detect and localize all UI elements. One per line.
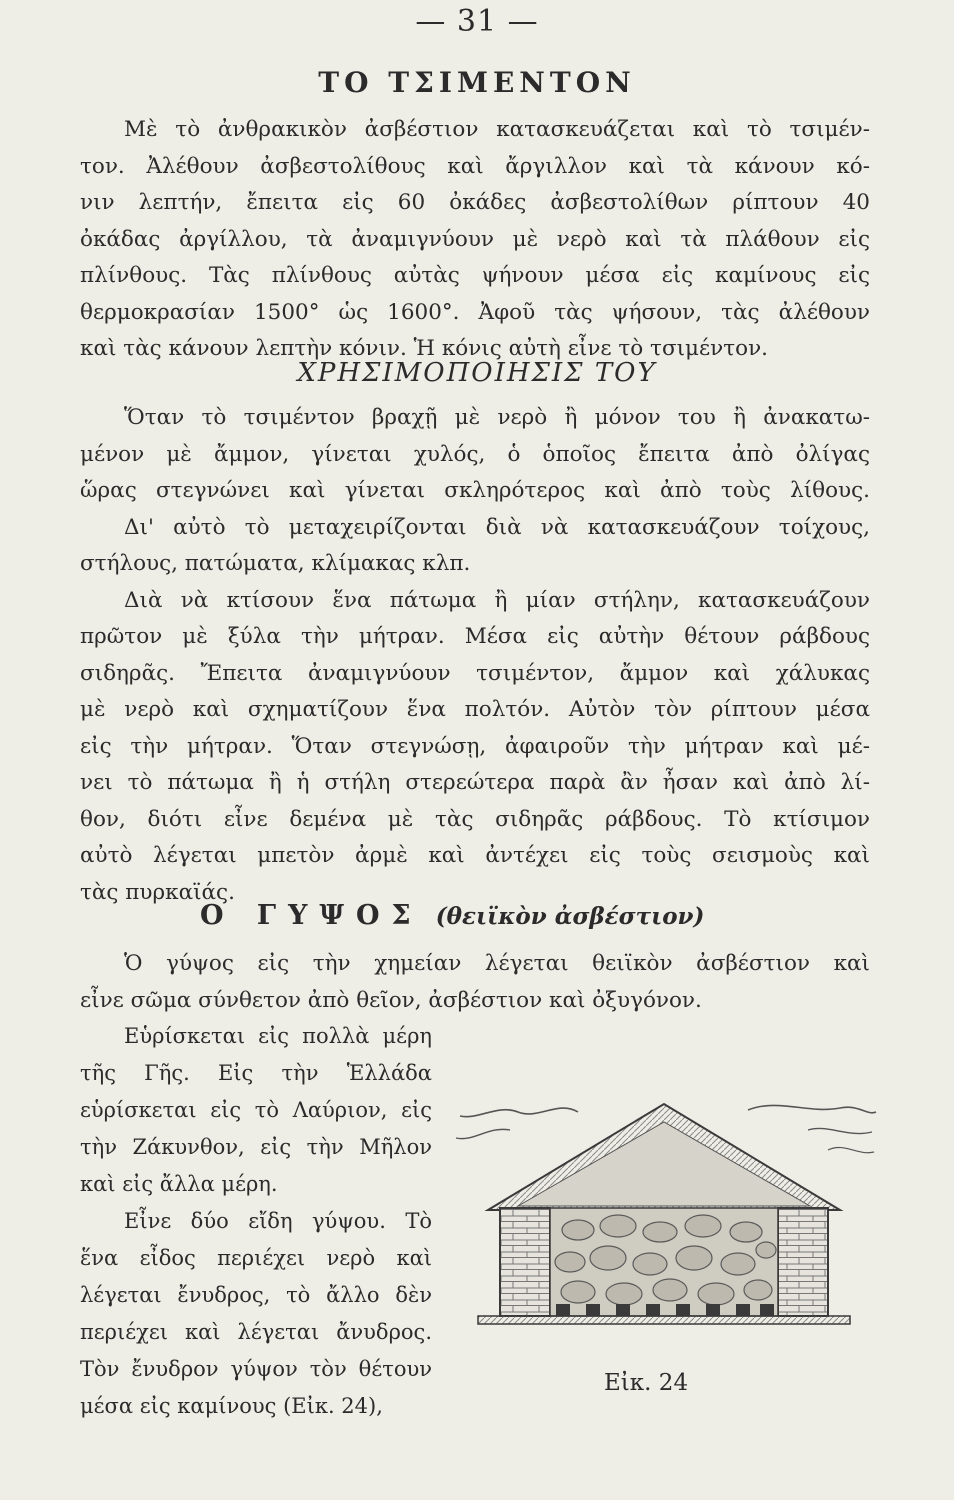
text-line: μὲ νερὸ καὶ σχηματίζουν ἕνα πολτόν. Αὐτὸν τὸν ρίπτουν μέσα	[80, 697, 870, 722]
figure-caption: Εἰκ. 24	[604, 1370, 689, 1396]
kiln-illustration	[448, 1090, 880, 1340]
cement-usage-paragraphs	[80, 400, 870, 911]
text-line: Ὅταν τὸ τσιμέντον βραχῇ μὲ νερὸ ἢ μόνον του ἢ ἀνακατω-	[124, 405, 870, 430]
text-line: σιδηρᾶς. Ἔπειτα ἀναμιγνύουν τσιμέντον, ἄμμον καὶ χάλυκας	[80, 660, 870, 686]
section-subtitle-gypsum: (θειϊκὸν ἀσβέστιον)	[435, 903, 705, 930]
text-line: Εἶνε δύο εἴδη γύψου. Τὸ	[124, 1209, 432, 1233]
text-line: εἶνε σῶμα σύνθετον ἀπὸ θεῖον, ἀσβέστιον καὶ ὀξυγόνον.	[80, 987, 702, 1013]
section-title-cement: ΤΟ ΤΣΙΜΕΝΤΟΝ	[318, 66, 636, 99]
text-line: στήλους, πατώματα, κλίμακας κλπ.	[80, 551, 471, 576]
text-line: αὐτὸ λέγεται μπετὸν ἀρμὲ καὶ ἀντέχει εἰς τοὺς σεισμοὺς καὶ	[80, 843, 870, 868]
text-line: Δι' αὐτὸ τὸ μεταχειρίζονται διὰ νὰ κατασκευάζουν τοίχους,	[124, 514, 870, 540]
text-line: Μὲ τὸ ἀνθρακικὸν ἀσβέστιον κατασκευάζεται καὶ τὸ τσιμέν-	[124, 117, 870, 142]
text-line: μένον μὲ ἄμμον, γίνεται χυλός, ὁ ὁποῖος ἔπειτα ἀπὸ ὀλίγας	[80, 441, 870, 467]
gypsum-column-paragraphs	[80, 1018, 432, 1425]
text-line: λέγεται ἔνυδρος, τὸ ἄλλο δὲν	[80, 1283, 432, 1307]
text-line: καὶ τὰς κάνουν λεπτὴν κόνιν. Ἡ κόνις αὐτὴ εἶνε τὸ τσιμέντον.	[80, 336, 768, 361]
text-line: πρῶτον μὲ ξύλα τὴν μήτραν. Μέσα εἰς αὐτὴν θέτουν ράβδους	[80, 624, 870, 649]
text-line: θον, διότι εἶνε δεμένα μὲ τὰς σιδηρᾶς ράβδους. Τὸ κτίσιμον	[80, 806, 870, 832]
text-line: τον. Ἀλέθουν ἀσβεστολίθους καὶ ἄργιλλον καὶ τὰ κάνουν κό-	[80, 153, 870, 179]
kiln-wall-left-icon	[500, 1208, 550, 1316]
text-line: Ὁ γύψος εἰς τὴν χημείαν λέγεται θειϊκὸν ἀσβέστιον καὶ	[124, 951, 870, 976]
text-line: ὀκάδας ἀργίλλου, τὰ ἀναμιγνύουν μὲ νερὸ καὶ τὰ πλάθουν εἰς	[80, 226, 870, 252]
text-line: τὴν Ζάκυνθον, εἰς τὴν Μῆλον	[80, 1135, 432, 1159]
text-line: ἕνα εἶδος περιέχει νερὸ καὶ	[80, 1246, 432, 1270]
page-number: — 31 —	[415, 4, 539, 39]
text-line: ὥρας στεγνώνει καὶ γίνεται σκληρότερος καὶ ἀπὸ τοὺς λίθους.	[80, 478, 870, 503]
text-line: εἰς τὴν μήτραν. Ὅταν στεγνώσῃ, ἀφαιροῦν τὴν μήτραν καὶ μέ-	[80, 733, 870, 759]
text-line: τὰς πυρκαϊάς.	[80, 879, 235, 905]
section-title-gypsum-row	[200, 900, 920, 931]
text-line: τῆς Γῆς. Εἰς τὴν Ἑλλάδα	[80, 1061, 432, 1085]
smoke-right-icon	[748, 1105, 876, 1112]
gypsum-intro-paragraph	[80, 946, 870, 1019]
cement-intro-paragraph	[80, 112, 870, 368]
text-line: θερμοκρασίαν 1500° ὡς 1600°. Ἀφοῦ τὰς ψήσουν, τὰς ἀλέθουν	[80, 299, 870, 325]
section-title-gypsum: Ο ΓΥΨΟΣ	[200, 900, 423, 931]
text-line: εὑρίσκεται εἰς τὸ Λαύριον, εἰς	[80, 1098, 432, 1122]
text-line: περιέχει καὶ λέγεται ἄνυδρος.	[80, 1320, 432, 1344]
text-line: Τὸν ἔνυδρον γύψον τὸν θέτουν	[80, 1357, 432, 1381]
text-line: Εὑρίσκεται εἰς πολλὰ μέρη	[124, 1024, 432, 1048]
text-line: νει τὸ πάτωμα ἢ ἡ στήλη στερεώτερα παρὰ ἂν ἦσαν καὶ ἀπὸ λί-	[80, 770, 870, 795]
text-line: καὶ εἰς ἄλλα μέρη.	[80, 1172, 278, 1196]
text-line: μέσα εἰς καμίνους (Εἰκ. 24),	[80, 1394, 383, 1418]
smoke-left-icon	[460, 1108, 578, 1117]
text-line: νιν λεπτήν, ἔπειτα εἰς 60 ὀκάδες ἀσβεστολίθων ρίπτουν 40	[80, 190, 870, 215]
kiln-ground-icon	[478, 1316, 850, 1324]
kiln-wall-right-icon	[778, 1208, 828, 1316]
subsection-title-uses: ΧΡΗΣΙΜΟΠΟΙΗΣΙΣ ΤΟΥ	[297, 358, 657, 388]
text-line: πλίνθους. Τὰς πλίνθους αὐτὰς ψήνουν μέσα εἰς καμίνους εἰς	[80, 263, 870, 288]
text-line: Διὰ νὰ κτίσουν ἕνα πάτωμα ἢ μίαν στήλην, κατασκευάζουν	[124, 587, 870, 613]
